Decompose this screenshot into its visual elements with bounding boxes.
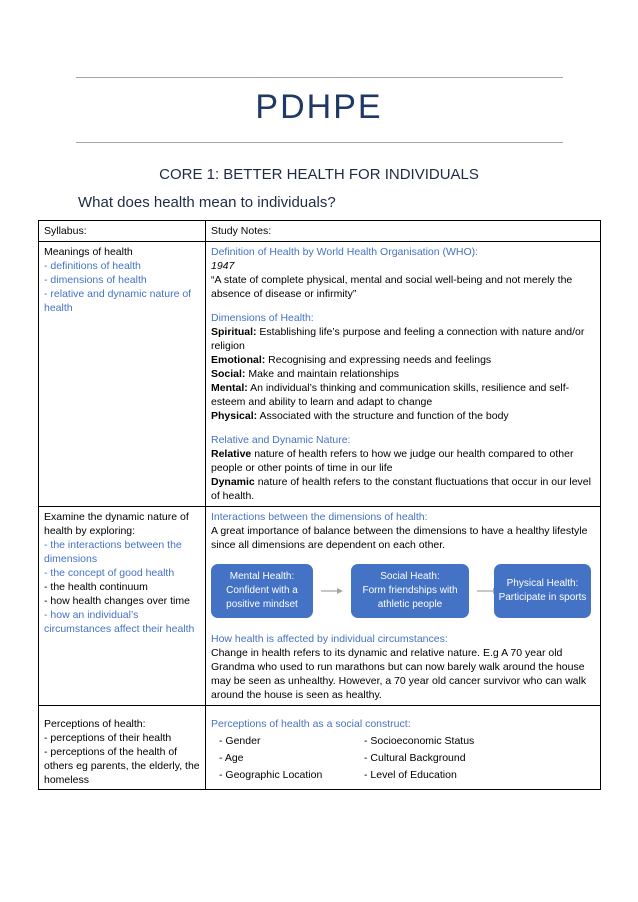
relative-text: Relative nature of health refers to how we judge our health compared to other people or other points of time in our life xyxy=(211,448,574,474)
header-study-notes: Study Notes: xyxy=(206,221,601,242)
notes-heading: How health is affected by individual circumstances: xyxy=(211,633,448,645)
perception-factors xyxy=(211,733,595,784)
arrow-right-icon xyxy=(321,587,343,595)
dimension-item: Emotional: Recognising and expressing needs and feelings xyxy=(211,354,492,366)
interactions-text: A great importance of balance between the dimensions to have a healthy lifestyle since all dimensions are dependent on each other. xyxy=(211,525,588,551)
notes-cell xyxy=(206,242,601,507)
mental-health-box: Mental Health: Confident with a positive mindset xyxy=(211,564,313,618)
definition-quote: “A state of complete physical, mental and social well-being and not merely the absence of disease or infirmity” xyxy=(211,274,573,300)
interaction-diagram xyxy=(211,560,595,626)
syllabus-item: - definitions of health xyxy=(44,260,141,272)
notes-heading: Definition of Health by World Health Organisation (WHO): xyxy=(211,246,479,258)
syllabus-item: - how health changes over time xyxy=(44,595,190,607)
syllabus-item: - the interactions between the dimensions xyxy=(44,539,182,565)
factor-item: - Age xyxy=(219,752,244,764)
dimension-item: Mental: An individual’s thinking and communication skills, resilience and self-esteem and ability to learn and adapt to change xyxy=(211,382,570,408)
table-header-row xyxy=(39,221,601,242)
social-health-box: Social Heath: Form friendships with athletic people xyxy=(351,564,469,618)
notes-cell xyxy=(206,507,601,706)
syllabus-item: - dimensions of health xyxy=(44,274,147,286)
page-title: PDHPE xyxy=(255,88,383,126)
notes-cell xyxy=(206,706,601,790)
factor-item: - Socioeconomic Status xyxy=(364,735,475,747)
notes-heading: Relative and Dynamic Nature: xyxy=(211,434,351,446)
syllabus-cell xyxy=(39,242,206,507)
syllabus-item: - perceptions of their health xyxy=(44,732,172,744)
top-rule xyxy=(76,77,563,78)
table-row xyxy=(39,242,601,507)
dimension-item: Social: Make and maintain relationships xyxy=(211,368,399,380)
circumstances-text: Change in health refers to its dynamic and relative nature. E.g A 70 year old Grandma who used to run marathons but can now barely walk around the house may be seen as unhealthy. However, a 70 year old cancer survivor who can walk around the house is seen as healthy. xyxy=(211,647,587,701)
notes-table xyxy=(38,220,601,790)
section-subtitle: CORE 1: BETTER HEALTH FOR INDIVIDUALS xyxy=(159,166,479,183)
syllabus-item: - perceptions of the health of others eg parents, the elderly, the homeless xyxy=(44,746,200,786)
factor-item: - Level of Education xyxy=(364,769,457,781)
dimension-item: Spiritual: Establishing life’s purpose and feeling a connection with nature and/or religion xyxy=(211,326,585,352)
syllabus-title: Perceptions of health: xyxy=(44,718,146,730)
factor-item: - Cultural Background xyxy=(364,752,466,764)
definition-year: 1947 xyxy=(211,260,235,272)
notes-heading: Perceptions of health as a social construct: xyxy=(211,718,411,730)
syllabus-item: - the concept of good health xyxy=(44,567,175,579)
section-question: What does health mean to individuals? xyxy=(78,194,336,211)
table-row xyxy=(39,706,601,790)
physical-health-box: Physical Health: Participate in sports xyxy=(494,564,591,618)
syllabus-cell xyxy=(39,706,206,790)
syllabus-item: - relative and dynamic nature of health xyxy=(44,288,192,314)
syllabus-title: Examine the dynamic nature of health by exploring: xyxy=(44,511,189,537)
dynamic-text: Dynamic nature of health refers to the constant fluctuations that occur in our level of health. xyxy=(211,476,591,502)
syllabus-item: - the health continuum xyxy=(44,581,148,593)
syllabus-item: - how an individual’s circumstances affect their health xyxy=(44,609,195,635)
dimension-item: Physical: Associated with the structure and function of the body xyxy=(211,410,509,422)
factor-item: - Geographic Location xyxy=(219,769,323,781)
header-syllabus: Syllabus: xyxy=(39,221,206,242)
notes-heading: Dimensions of Health: xyxy=(211,312,314,324)
syllabus-cell xyxy=(39,507,206,706)
notes-heading: Interactions between the dimensions of health: xyxy=(211,511,428,523)
factor-item: - Gender xyxy=(219,735,261,747)
syllabus-title: Meanings of health xyxy=(44,246,133,258)
table-row xyxy=(39,507,601,706)
title-rule xyxy=(76,142,563,143)
